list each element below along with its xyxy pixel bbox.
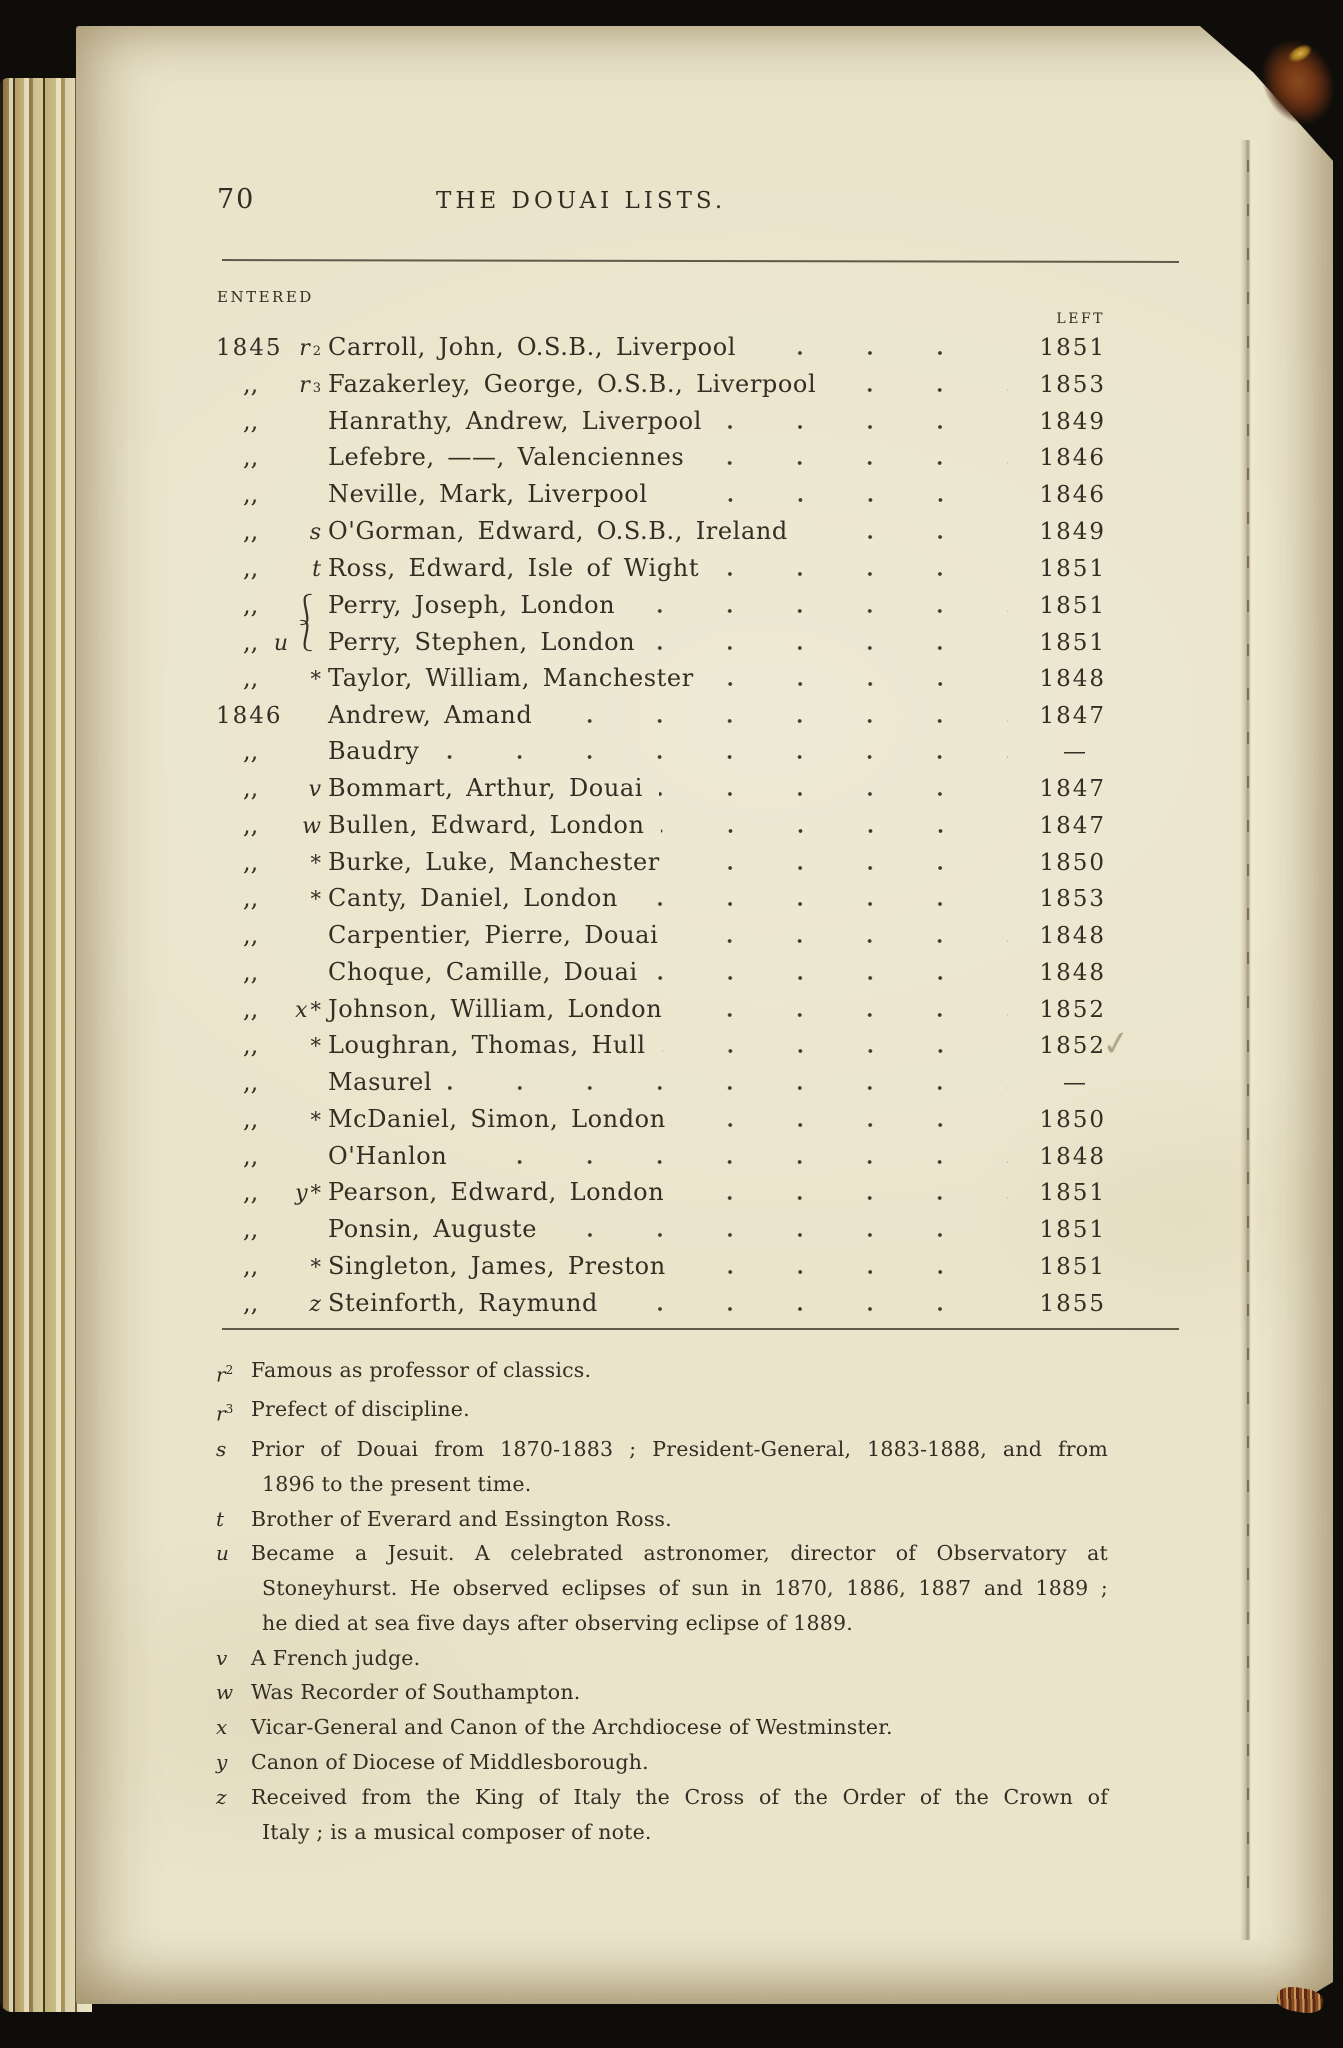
entered-year: ,, [243, 847, 259, 876]
footnote [216, 1392, 1108, 1431]
list-item [216, 1285, 1106, 1322]
footnote-marker-sup: 2 [225, 1363, 234, 1377]
footnote-line: Became a Jesuit. A celebrated astronomer, director of Observatory at [251, 1541, 1108, 1566]
asterisk-mark: * [310, 997, 321, 1022]
dot-leader [832, 388, 1008, 392]
entered-year: ,, [243, 480, 259, 508]
person-entry: Carpentier, Pierre, Douai [328, 921, 659, 949]
left-year: 1852 [1039, 996, 1106, 1023]
column-header-entered: ENTERED [217, 288, 314, 306]
footnote [216, 1432, 1108, 1502]
dot-leader [631, 609, 1008, 613]
dot-leader [664, 498, 1008, 502]
list-item [216, 1248, 1106, 1285]
person-entry: Choque, Camille, Douai [328, 957, 638, 986]
footnote [216, 1536, 1108, 1640]
asterisk-mark: * [310, 1181, 321, 1206]
footnote-ref-marks [288, 586, 328, 629]
left-year: 1852 [1039, 1033, 1106, 1060]
entered-year: ,, [243, 553, 259, 582]
person-entry: Canty, Daniel, London [328, 884, 618, 913]
list-item [216, 660, 1106, 697]
left-year: 1848 [1039, 959, 1106, 986]
list-item [216, 1101, 1106, 1138]
entered-year: 1845 [216, 335, 283, 361]
footnote [216, 1745, 1108, 1780]
list-item [216, 917, 1106, 954]
footnote-marker [216, 1536, 251, 1571]
list-item [216, 954, 1106, 991]
dot-leader [448, 1086, 1008, 1090]
footnote-marker [216, 1432, 251, 1467]
entered-year: ,, [243, 994, 259, 1023]
left-year: 1851 [1039, 1217, 1106, 1243]
brace-top-icon: ⎰ [291, 593, 321, 629]
person-entry: Loughran, Thomas, Hull [328, 1031, 646, 1060]
list-item [216, 439, 1106, 476]
footnote-line: Famous as professor of classics. [251, 1358, 592, 1382]
person-entry: Johnson, William, London [328, 994, 663, 1023]
footnote [216, 1353, 1108, 1392]
footnote-text [251, 1710, 1108, 1745]
list-item [216, 1211, 1106, 1248]
entered-year: ,, [243, 628, 259, 656]
left-year: 1848 [1039, 665, 1106, 692]
list-item [216, 1174, 1106, 1211]
person-entry: Bullen, Edward, London [328, 810, 645, 839]
footnote-text [251, 1675, 1108, 1710]
dot-leader [614, 1307, 1008, 1311]
footnote-ref-marks [288, 1175, 328, 1213]
footnote-ref-marks [288, 552, 328, 589]
note-letter: r [299, 336, 310, 361]
person-entry: Bommart, Arthur, Douai [328, 774, 644, 802]
entered-year: ,, [243, 663, 259, 692]
list-item [216, 366, 1106, 403]
dot-leader [682, 1123, 1008, 1127]
page-title: THE DOUAI LISTS. [436, 188, 727, 214]
footnote-marker [216, 1710, 251, 1745]
page-crease [1240, 140, 1258, 1940]
asterisk-mark: * [310, 887, 321, 912]
footnote-marker [216, 1675, 251, 1710]
list-item [216, 403, 1106, 440]
footnote-marker-letter: y [216, 1750, 228, 1775]
person-entry: Pearson, Edward, London [328, 1178, 665, 1207]
entered-year: ,, [243, 774, 259, 802]
footnotes [216, 1353, 1108, 1849]
list-item [216, 880, 1106, 917]
footnote-text [251, 1641, 1108, 1676]
footnote-ref-marks: r 2 [288, 331, 328, 368]
list-item [216, 991, 1106, 1028]
entered-year: ,, [243, 810, 259, 839]
footnote-marker [216, 1392, 251, 1431]
footnote-ref-marks [288, 772, 328, 809]
pencil-checkmark: ✓ [1099, 1022, 1134, 1066]
person-entry: Perry, Stephen, London [328, 628, 636, 656]
list-item [216, 1027, 1106, 1064]
person-entry: Taylor, William, Manchester [328, 663, 694, 692]
entered-year: ,, [243, 1288, 259, 1317]
footnote [216, 1641, 1108, 1676]
footnote-line: 1896 to the present time. [262, 1471, 532, 1496]
entered-year: ,, [243, 369, 259, 398]
person-entry: McDaniel, Simon, London [328, 1104, 666, 1133]
note-letter: z [309, 1291, 321, 1317]
left-year: 1853 [1039, 371, 1106, 398]
footnote-rule [222, 1328, 1179, 1330]
left-year: 1847 [1039, 776, 1106, 802]
footnote-line: he died at sea five days after observing eclipse of 1889. [262, 1610, 853, 1635]
dot-leader [662, 1049, 1008, 1053]
asterisk-mark: * [310, 1107, 321, 1132]
header-rule [222, 259, 1179, 263]
left-year: 1849 [1039, 518, 1106, 545]
list-item [216, 619, 1106, 660]
footnote-text [251, 1780, 1108, 1850]
entered-year: 1846 [216, 702, 283, 729]
person-entry: Steinforth, Raymund [328, 1288, 599, 1317]
dot-leader [661, 829, 1008, 833]
entered-year: ,, [243, 1031, 259, 1060]
footnote-text [251, 1392, 1108, 1427]
dot-leader [804, 535, 1008, 539]
footnote-line: Stoneyhurst. He observed eclipses of sun in 1870, 1886, 1887 and 1889 ; [262, 1576, 1108, 1601]
asterisk-mark: * [310, 850, 321, 875]
entered-year: ,, [243, 443, 259, 472]
footnote-marker [216, 1745, 251, 1780]
dot-leader [676, 866, 1008, 870]
dot-leader [651, 646, 1008, 650]
entered-year: ,, [243, 884, 259, 913]
footnote-marker [216, 1502, 251, 1537]
asterisk-mark: * [310, 1254, 321, 1279]
entered-year: ,, [243, 591, 259, 620]
person-entry: Carroll, John, O.S.B., Liverpool [328, 333, 737, 361]
note-letter: v [308, 777, 321, 802]
binding-stitches [1247, 160, 1249, 1920]
footnote-marker-letter: w [216, 1680, 234, 1705]
dot-leader [682, 1270, 1008, 1274]
left-year: 1847 [1039, 812, 1106, 839]
list-item [216, 586, 1106, 629]
footnote-text [251, 1432, 1108, 1502]
left-year: 1853 [1039, 886, 1106, 913]
person-entry: Fazakerley, George, O.S.B., Liverpool [328, 369, 817, 398]
left-year: — [1063, 1070, 1086, 1096]
left-year: 1850 [1039, 849, 1106, 876]
entered-year: ,, [243, 1104, 259, 1133]
person-entry: Neville, Mark, Liverpool [328, 480, 648, 508]
person-entry: Ponsin, Auguste [328, 1215, 538, 1243]
footnote-ref-marks [288, 992, 328, 1030]
footnote-ref-marks [288, 809, 328, 846]
footnote-ref-marks [288, 515, 328, 552]
dot-leader [654, 976, 1008, 980]
footnote-marker-sup: 3 [225, 1402, 234, 1417]
person-entry: Burke, Luke, Manchester [328, 847, 660, 876]
footnote-ref-marks [288, 881, 328, 918]
footnote-text [251, 1353, 1108, 1388]
list-item [216, 329, 1106, 366]
footnote-ref-marks [288, 845, 328, 882]
footnote-ref-marks [288, 1028, 328, 1065]
dot-leader [435, 755, 1008, 759]
footnote-marker [216, 1641, 251, 1676]
left-year: 1849 [1039, 408, 1106, 435]
footnote-line: Brother of Everard and Essington Ross. [251, 1506, 672, 1531]
left-year: 1851 [1039, 555, 1106, 582]
dot-leader [548, 719, 1008, 723]
left-year: 1851 [1039, 1180, 1106, 1207]
list-item [216, 733, 1106, 770]
left-year: 1851 [1039, 335, 1106, 361]
footnote [216, 1502, 1108, 1537]
dot-leader [700, 461, 1008, 465]
footnote-marker-letter: x [216, 1715, 228, 1740]
left-year: 1848 [1039, 1143, 1106, 1170]
dot-leader [463, 1160, 1008, 1164]
dot-leader [634, 902, 1008, 906]
person-entry: Singleton, James, Preston [328, 1251, 666, 1280]
list-item [216, 1138, 1106, 1175]
footnote-marker-letter: r [216, 1402, 226, 1427]
dot-leader [659, 792, 1008, 796]
left-year: 1850 [1039, 1106, 1106, 1133]
note-letter: w [302, 813, 321, 839]
note-letter: t [312, 556, 321, 582]
footnote [216, 1675, 1108, 1710]
footnote [216, 1710, 1108, 1745]
footnote [216, 1780, 1108, 1850]
footnote-text [251, 1536, 1108, 1640]
entered-year: ,, [243, 406, 259, 435]
footnote-ref-marks [288, 1102, 328, 1139]
list-item [216, 1064, 1106, 1101]
person-entry: Andrew, Amand [328, 700, 533, 729]
footnote-marker-letter: u [216, 1541, 229, 1566]
footnote-marker [216, 1353, 251, 1392]
asterisk-mark: * [310, 1034, 321, 1059]
footnote-marker-letter: r [216, 1362, 226, 1387]
dot-leader [678, 1013, 1008, 1017]
list-item [216, 697, 1106, 734]
left-year: 1855 [1039, 1290, 1106, 1317]
footnote-marker-letter: z [216, 1784, 227, 1809]
page-number: 70 [217, 184, 256, 215]
dot-leader [710, 682, 1008, 686]
list-item [216, 807, 1106, 844]
footnote-marker-letter: s [216, 1436, 227, 1461]
footnote-line: Canon of Diocese of Middlesborough. [251, 1750, 649, 1775]
footnote-marker-letter: t [216, 1506, 225, 1531]
left-year: 1846 [1039, 445, 1106, 472]
person-entry: Perry, Joseph, London [328, 591, 616, 620]
entered-year: ,, [243, 921, 259, 949]
person-entry: Masurel [328, 1068, 433, 1096]
footnote-line: Received from the King of Italy the Cross of the Order of the Crown of [251, 1784, 1108, 1809]
person-entry: O'Hanlon [328, 1141, 448, 1170]
footnote-line: Was Recorder of Southampton. [251, 1680, 581, 1705]
dot-leader [680, 1196, 1008, 1200]
entered-year: ,, [243, 1141, 259, 1170]
list-item [216, 550, 1106, 587]
dot-leader [715, 572, 1008, 576]
footnote-line: Prior of Douai from 1870-1883 ; President-General, 1883-1888, and from [251, 1436, 1108, 1461]
entered-year: ,, [243, 516, 259, 545]
left-year: 1846 [1039, 482, 1106, 508]
dot-leader [674, 939, 1008, 943]
list-item [216, 476, 1106, 513]
footnote-ref-marks [273, 619, 328, 663]
footnote-ref-marks: r 3 [288, 368, 328, 405]
dot-leader [553, 1233, 1008, 1237]
asterisk-mark: * [310, 666, 321, 691]
list-item [216, 513, 1106, 550]
footnote-line: A French judge. [251, 1645, 421, 1670]
left-year: 1847 [1039, 702, 1106, 729]
person-entry: Lefebre, ——, Valenciennes [328, 443, 685, 472]
footnote-ref-marks [288, 1249, 328, 1286]
entered-year: ,, [243, 1178, 259, 1207]
footnote-line: Prefect of discipline. [251, 1397, 470, 1422]
dot-leader [718, 425, 1008, 429]
entered-year: ,, [243, 1251, 259, 1280]
book-page [76, 26, 1333, 2004]
person-entry: Hanrathy, Andrew, Liverpool [328, 406, 702, 435]
note-letter: y [295, 1181, 308, 1207]
entered-year: ,, [243, 737, 259, 766]
left-year: 1851 [1039, 1253, 1106, 1280]
footnote-text [251, 1502, 1108, 1537]
person-entry: Baudry [328, 737, 420, 766]
left-year: 1851 [1039, 630, 1106, 656]
column-header-left: LEFT [1056, 311, 1105, 327]
left-year: — [1063, 739, 1086, 766]
footnote-line: Italy ; is a musical composer of note. [262, 1819, 652, 1844]
person-entry: O'Gorman, Edward, O.S.B., Ireland [328, 516, 788, 545]
left-year: 1848 [1039, 923, 1106, 949]
entered-year: ,, [243, 957, 259, 986]
footnote-marker [216, 1780, 251, 1815]
person-entry: Ross, Edward, Isle of Wight [328, 553, 700, 582]
note-letter: s [309, 519, 321, 545]
left-year: 1851 [1039, 593, 1106, 620]
footnote-line: Vicar-General and Canon of the Archdiocese of Westminster. [251, 1715, 893, 1740]
entered-year: ,, [243, 1068, 259, 1096]
list-item [216, 770, 1106, 807]
entered-year: ,, [243, 1215, 259, 1243]
note-letter: r [299, 372, 310, 398]
entries-list [216, 329, 1106, 1321]
footnote-text [251, 1745, 1108, 1780]
footnote-ref-marks [288, 661, 328, 698]
list-item [216, 844, 1106, 881]
footnote-ref-marks [288, 1287, 328, 1324]
dot-leader [752, 351, 1008, 355]
note-letter: u [273, 631, 288, 656]
footnote-marker-letter: v [216, 1645, 228, 1670]
note-letter: x [295, 997, 308, 1023]
brace-bottom-icon: ⎱ [291, 619, 321, 654]
